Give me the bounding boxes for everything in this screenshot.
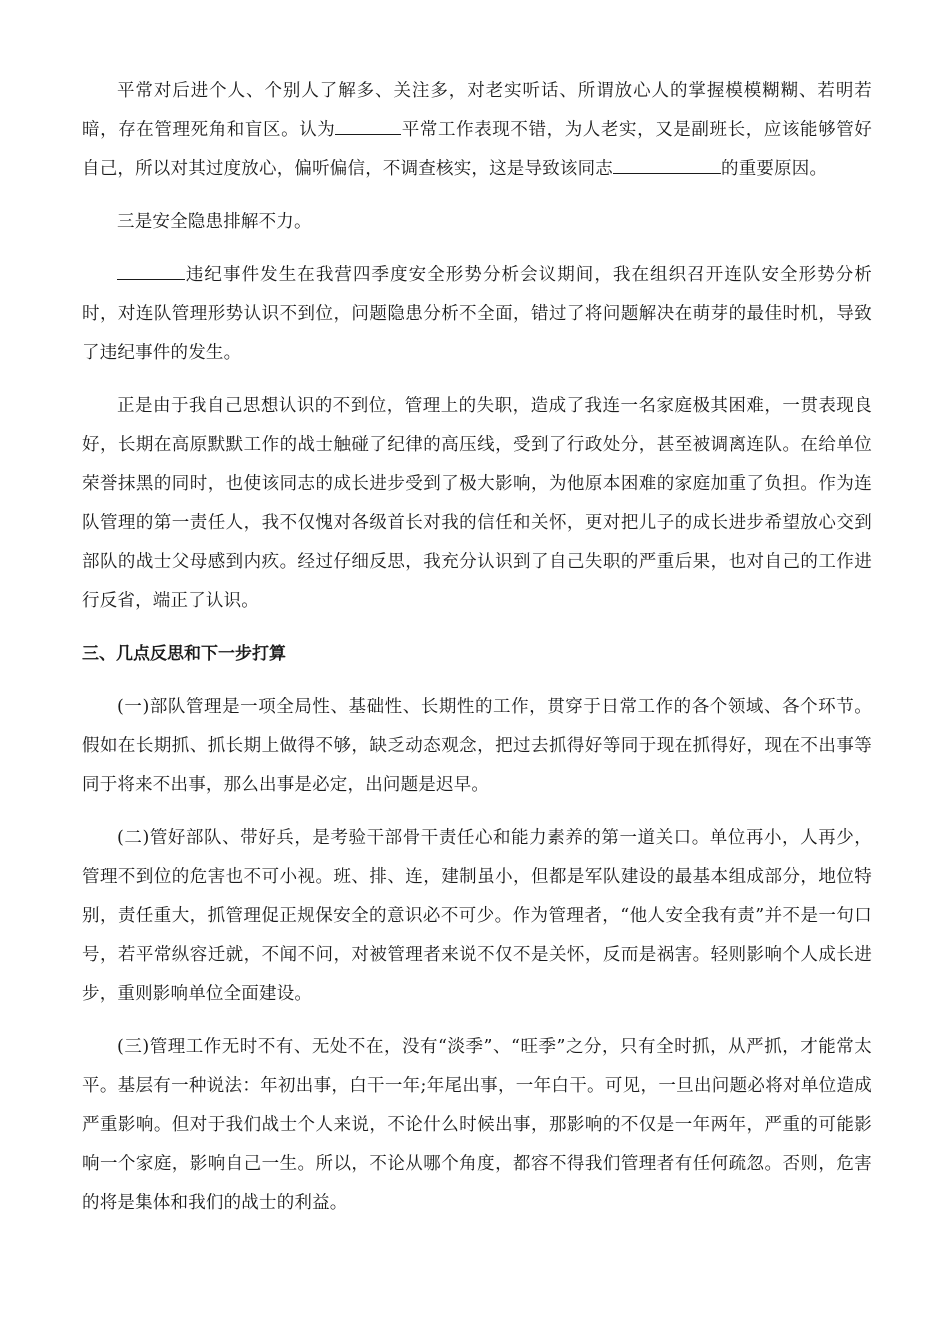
redacted-blank (117, 262, 185, 281)
paragraph-text: 平常对后进个人、个别人了解多、关注多，对老实听话、所谓放心人的掌握模模糊糊、若明若暗，存在管理死角和盲区。认为 (82, 81, 872, 140)
document-page (82, 72, 872, 1237)
section-heading: 三、几点反思和下一步打算 (82, 644, 286, 664)
paragraph-self-reflection: 正是由于我自己思想认识的不到位，管理上的失职，造成了我连一名家庭极其困难，一贯表现良好，长期在高原默默工作的战士触碰了纪律的高压线，受到了行政处分，甚至被调离连队。在给单位荣誉抹黑的同时，也使该同志的成长进步受到了极大影响，为他原本困难的家庭加重了负担。作为连队管理的第一责任人，我不仅愧对各级首长对我的信任和关怀，更对把儿子的成长进步希望放心交到部队的战士父母感到内疚。经过仔细反思，我充分认识到了自己失职的严重后果，也对自己的工作进行反省，端正了认识。 (82, 396, 872, 611)
paragraph-point-three: 三是安全隐患排解不力。 (117, 212, 312, 232)
paragraph-text: 平常工作表现不错，为人老实，又是副班长，应该能够管好自己，所以对其过度放心，偏听偏信，不调查核实，这是导致该同志 (82, 120, 872, 179)
paragraph-reflection-two: (二)管好部队、带好兵，是考验干部骨干责任心和能力素养的第一道关口。单位再小，人再少，管理不到位的危害也不可小视。班、排、连，建制虽小，但都是军队建设的最基本组成部分，地位特别，责任重大，抓管理促正规保安全的意识必不可少。作为管理者，“他人安全我有责”并不是一句口号，若平常纵容迁就，不闻不问，对被管理者来说不仅不是关怀，反而是祸害。轻则影响个人成长进步，重则影响单位全面建设。 (82, 828, 872, 1004)
paragraph-reflection-one: (一)部队管理是一项全局性、基础性、长期性的工作，贯穿于日常工作的各个领域、各个环节。假如在长期抓、抓长期上做得不够，缺乏动态观念，把过去抓得好等同于现在抓得好，现在不出事等同于将来不出事，那么出事是必定，出问题是迟早。 (82, 697, 872, 795)
paragraph-text: 违纪事件发生在我营四季度安全形势分析会议期间，我在组织召开连队安全形势分析时，对连队管理形势认识不到位，问题隐患分析不全面，错过了将问题解决在萌芽的最佳时机，导致了违纪事件的发生。 (82, 265, 872, 363)
paragraph-text: 的重要原因。 (721, 159, 828, 179)
paragraph-incident-timing (82, 256, 872, 373)
paragraph-reflection-three: (三)管理工作无时不有、无处不在，没有“淡季”、“旺季”之分，只有全时抓，从严抓，才能常太平。基层有一种说法：年初出事，白干一年;年尾出事，一年白干。可见，一旦出问题必将对单位造成严重影响。但对于我们战士个人来说，不论什么时候出事，那影响的不仅是一年两年，严重的可能影响一个家庭，影响自己一生。所以，不论从哪个角度，都容不得我们管理者有任何疏忽。否则，危害的将是集体和我们的战士的利益。 (82, 1037, 872, 1213)
paragraph-management-blind-spots (82, 72, 872, 189)
redacted-name-blank (335, 117, 401, 136)
redacted-blank (613, 156, 721, 175)
